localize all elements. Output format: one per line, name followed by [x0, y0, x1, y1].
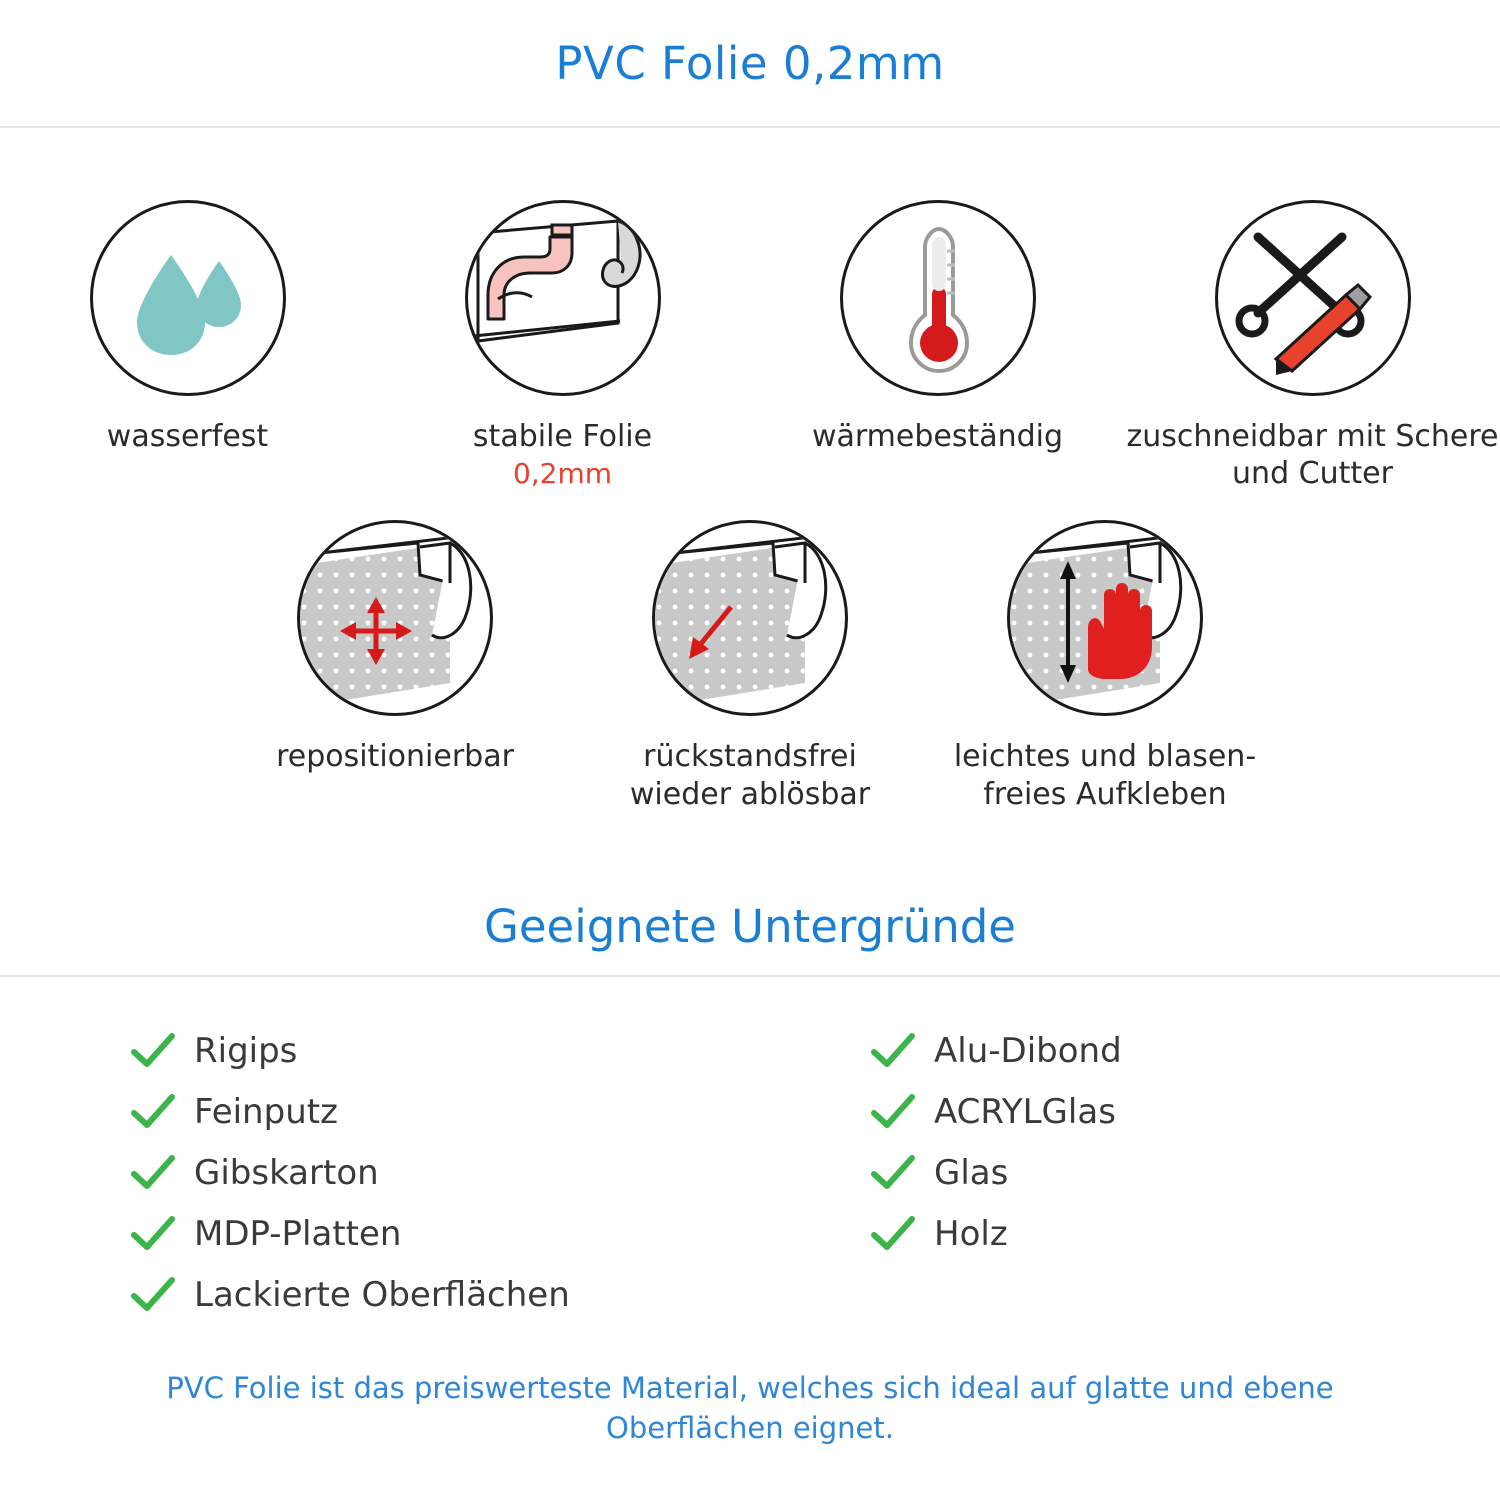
surfaces-column-left	[130, 1021, 870, 1326]
feature-wasserfest	[0, 200, 375, 455]
surface-label: Gibskarton	[194, 1153, 379, 1194]
check-icon	[130, 1274, 176, 1316]
list-item	[130, 1204, 870, 1265]
hand-smoothing-icon	[1007, 520, 1203, 716]
surface-label: ACRYLGlas	[934, 1092, 1116, 1133]
surfaces-column-right	[870, 1021, 1122, 1326]
check-icon	[130, 1030, 176, 1072]
surfaces-list	[0, 977, 1500, 1326]
surface-label: Rigips	[194, 1031, 298, 1072]
peel-off-arrow-icon	[652, 520, 848, 716]
feature-stabile-folie	[375, 200, 750, 492]
feature-row-bottom	[0, 492, 1500, 812]
title-bar	[0, 0, 1500, 128]
feature-caption: zuschneidbar mit Schere und Cutter	[1126, 419, 1499, 492]
water-drops-icon	[90, 200, 286, 396]
section-subtitle: Geeignete Untergründe	[483, 900, 1016, 954]
surface-label: Holz	[934, 1214, 1008, 1255]
feature-zuschneidbar	[1125, 200, 1500, 492]
feature-caption-sub: 0,2mm	[512, 457, 613, 491]
feature-row-top	[0, 128, 1500, 492]
check-icon	[870, 1152, 916, 1194]
list-item	[130, 1143, 870, 1204]
surface-label: Glas	[934, 1153, 1009, 1194]
feature-waermebestaendig	[750, 200, 1125, 455]
list-item	[130, 1021, 870, 1082]
feature-rueckstandsfrei	[573, 520, 928, 812]
check-icon	[870, 1030, 916, 1072]
surface-label: Feinputz	[194, 1092, 338, 1133]
thermometer-icon	[840, 200, 1036, 396]
list-item	[130, 1082, 870, 1143]
feature-caption: repositionierbar	[276, 739, 514, 775]
surface-label: MDP-Platten	[194, 1214, 402, 1255]
surface-label: Alu-Dibond	[934, 1031, 1122, 1072]
feature-caption: leichtes und blasen- freies Aufkleben	[953, 739, 1257, 812]
feature-repositionierbar	[218, 520, 573, 775]
feature-caption: rückstandsfrei wieder ablösbar	[629, 739, 871, 812]
reposition-arrows-icon	[297, 520, 493, 716]
subtitle-bar	[0, 879, 1500, 977]
check-icon	[130, 1152, 176, 1194]
feature-blasenfrei	[928, 520, 1283, 812]
list-item	[870, 1143, 1122, 1204]
surface-label: Lackierte Oberflächen	[194, 1275, 570, 1316]
check-icon	[870, 1213, 916, 1255]
list-item	[870, 1021, 1122, 1082]
check-icon	[130, 1213, 176, 1255]
feature-caption: wärmebeständig	[811, 419, 1064, 454]
page-title: PVC Folie 0,2mm	[555, 36, 945, 90]
list-item	[870, 1082, 1122, 1143]
check-icon	[870, 1091, 916, 1133]
feature-caption: wasserfest	[106, 419, 269, 454]
list-item	[870, 1204, 1122, 1265]
check-icon	[130, 1091, 176, 1133]
scissors-cutter-icon	[1215, 200, 1411, 396]
list-item	[130, 1265, 870, 1326]
footer-note: PVC Folie ist das preiswerteste Material, welches sich ideal auf glatte und ebene Oberflächen eignet.	[166, 1370, 1334, 1445]
strong-arm-film-icon	[465, 200, 661, 396]
feature-caption: stabile Folie 0,2mm	[472, 419, 653, 491]
